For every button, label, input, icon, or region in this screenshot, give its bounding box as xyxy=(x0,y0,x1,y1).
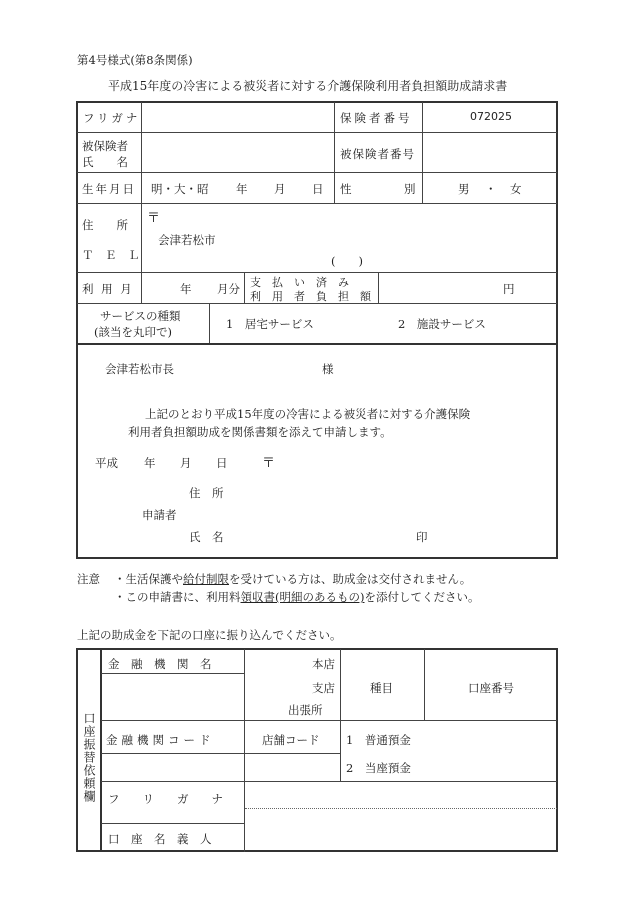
account-type-current[interactable]: 2 当座預金 xyxy=(346,761,411,775)
furigana-field[interactable] xyxy=(142,103,333,131)
insured-label-line2: 氏 名 xyxy=(82,155,128,169)
birthdate-label: 生年月日 xyxy=(82,182,136,196)
note-1 xyxy=(114,571,471,587)
transfer-instruction: 上記の助成金を下記の口座に振り込んでください。 xyxy=(77,628,342,642)
service-type-label-2: (該当を丸印で) xyxy=(94,325,172,339)
seal-mark: 印 xyxy=(416,530,428,544)
applicant-address-label: 住 所 xyxy=(189,486,224,500)
branch-code-field[interactable] xyxy=(245,754,340,781)
note-2-post: を添付してください。 xyxy=(364,590,480,604)
service-option-facility[interactable]: 2 施設サービス xyxy=(398,317,486,331)
branch-outpost: 出張所 xyxy=(288,703,323,717)
account-number-field[interactable] xyxy=(425,721,556,781)
institution-name-field[interactable] xyxy=(101,674,244,720)
sex-female-option[interactable]: 女 xyxy=(510,182,522,196)
sex-male-option[interactable]: 男 xyxy=(458,182,470,196)
city-name: 会津若松市 xyxy=(158,233,216,247)
birth-era-options[interactable]: 明・大・昭 xyxy=(151,182,209,196)
usage-month-unit: 月分 xyxy=(217,282,240,296)
institution-code-field[interactable] xyxy=(101,754,244,781)
address-label: 住 所 xyxy=(82,218,128,232)
tel-label: Ｔ Ｅ Ｌ xyxy=(82,248,140,262)
address-tel-field[interactable] xyxy=(142,204,556,271)
account-type-label: 種目 xyxy=(370,681,393,695)
form-title: 平成15年度の冷害による被災者に対する介護保険利用者負担額助成請求書 xyxy=(108,79,508,93)
account-holder-label: 口 座 名 義 人 xyxy=(108,832,212,846)
bank-side-label: 口座振替依頼欄 xyxy=(82,712,96,803)
applicant-name-label: 氏 名 xyxy=(189,530,224,544)
application-body-1: 上記のとおり平成15年度の冷害による被災者に対する介護保険 xyxy=(145,407,471,421)
branch-sub-office: 支店 xyxy=(312,681,335,695)
application-body-2: 利用者負担額助成を関係書類を添えて申請します。 xyxy=(128,425,392,439)
sex-label-2: 別 xyxy=(404,182,416,196)
addressee: 会津若松市長 xyxy=(105,362,174,376)
sex-separator: ・ xyxy=(485,182,497,196)
date-month-unit: 月 xyxy=(180,456,192,470)
birth-year-unit: 年 xyxy=(236,182,248,196)
form-number: 第4号様式(第8条関係) xyxy=(77,53,193,67)
sex-label-1: 性 xyxy=(340,182,352,196)
usage-year-unit: 年 xyxy=(180,282,192,296)
service-type-label-1: サービスの種類 xyxy=(100,309,181,323)
insurer-number-label: 保険者番号 xyxy=(340,111,413,125)
date-day-unit: 日 xyxy=(216,456,228,470)
branch-code-label: 店舗コード xyxy=(262,733,320,747)
addressee-honorific: 様 xyxy=(322,362,334,376)
date-era: 平成 xyxy=(95,456,118,470)
paid-label-line1: 支 払 い 済 み xyxy=(250,276,349,289)
branch-head-office: 本店 xyxy=(312,657,335,671)
institution-name-label: 金 融 機 関 名 xyxy=(108,657,212,671)
date-year-unit: 年 xyxy=(144,456,156,470)
service-option-home[interactable]: 1 居宅サービス xyxy=(226,317,314,331)
birth-day-unit: 日 xyxy=(312,182,324,196)
insured-number-field[interactable] xyxy=(423,133,556,171)
insured-name-field[interactable] xyxy=(142,133,333,171)
insured-label-line1: 被保険者 xyxy=(82,139,128,153)
note-2-pre: ・この申請書に、利用料 xyxy=(114,590,241,604)
insurer-number-value: 072025 xyxy=(470,110,512,123)
paid-amount-field[interactable] xyxy=(379,274,556,302)
yen-unit: 円 xyxy=(503,282,515,296)
paid-label-line2: 利 用 者 負 担 額 xyxy=(250,290,371,303)
institution-code-label: 金融機関コード xyxy=(106,733,215,747)
tel-area-code: ( ) xyxy=(331,254,363,268)
note-1-pre: ・生活保護や xyxy=(114,572,183,586)
note-1-post: を受けている方は、助成金は交付されません。 xyxy=(229,572,472,586)
applicant-postal-mark: 〒 xyxy=(262,456,276,471)
note-2 xyxy=(114,589,479,605)
holder-furigana-label: フ リ ガ ナ xyxy=(108,792,223,806)
account-number-label: 口座番号 xyxy=(468,681,514,695)
account-holder-field[interactable] xyxy=(245,809,556,851)
insured-number-label: 被保険者番号 xyxy=(340,147,415,161)
postal-mark: 〒 xyxy=(147,211,161,226)
holder-furigana-field[interactable] xyxy=(245,782,556,808)
furigana-label: フリガナ xyxy=(83,111,141,125)
applicant-label: 申請者 xyxy=(142,508,177,522)
notes-label: 注意 xyxy=(77,572,100,586)
birth-month-unit: 月 xyxy=(274,182,286,196)
note-1-underline: 給付制限 xyxy=(183,572,229,586)
note-2-underline: 領収書(明細のあるもの) xyxy=(240,590,365,604)
account-type-ordinary[interactable]: 1 普通預金 xyxy=(346,733,411,747)
usage-month-label: 利 用 月 xyxy=(82,282,134,296)
